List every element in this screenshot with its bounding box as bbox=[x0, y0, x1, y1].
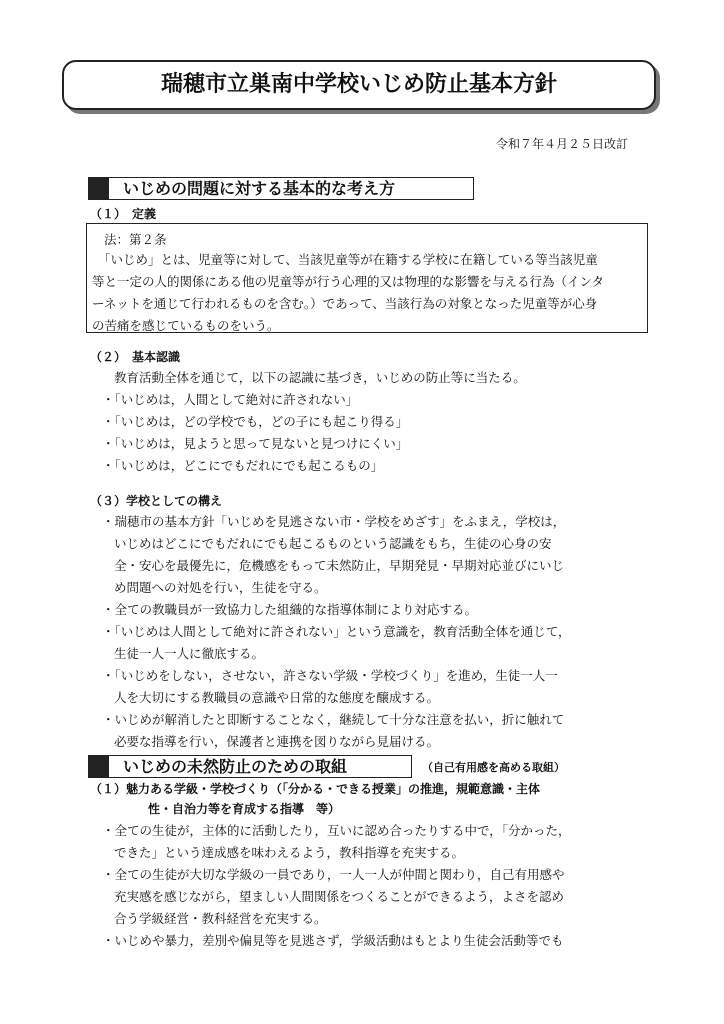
recognition-item: ・「いじめは，見ようと思って見ないと見つけにくい」 bbox=[102, 436, 409, 451]
prevention-line: 合う学級経営・教科経営を充実する。 bbox=[114, 911, 327, 926]
definition-line: ーネットを通じて行われるものを含む。）であって、当該行為の対象となった児童等が心身 bbox=[92, 296, 598, 311]
subheading-definition: （１） 定義 bbox=[90, 207, 157, 221]
subheading-basic-recognition: （２） 基本認識 bbox=[90, 350, 181, 364]
law-reference: 法：第２条 bbox=[104, 232, 167, 247]
section-heading-prevention bbox=[88, 755, 412, 778]
stance-line: 必要な指導を行い，保護者と連携を図りながら見届ける。 bbox=[114, 734, 440, 749]
stance-line: いじめはどこにでもだれにでも起こるものという認識をもち，生徒の心身の安 bbox=[114, 536, 552, 551]
heading-marker-square bbox=[89, 756, 109, 777]
subheading-school-stance: （３）学校としての構え bbox=[90, 494, 223, 508]
definition-line: の苦痛を感じているものをいう。 bbox=[92, 318, 280, 333]
stance-line: 全・安心を最優先に，危機感をもって未然防止，早期発見・早期対応並びにいじ bbox=[114, 558, 565, 573]
prevention-line: ・全ての生徒が，主体的に活動したり，互いに認め合ったりする中で，「分かった， bbox=[102, 823, 571, 838]
page-title: 瑞穂市立巣南中学校いじめ防止基本方針 bbox=[160, 72, 557, 97]
definition-line: 等と一定の人的関係にある他の児童等が行う心理的又は物理的な影響を与える行為（インタ bbox=[92, 274, 605, 289]
recognition-item: ・「いじめは，人間として絶対に許されない」 bbox=[102, 392, 359, 407]
stance-line: 人を大切にする教職員の意識や日常的な態度を醸成する。 bbox=[114, 690, 440, 705]
prevention-line: ・いじめや暴力，差別や偏見等を見逃さず，学級活動はもとより生徒会活動等でも bbox=[102, 933, 564, 948]
stance-line: ・「いじめは人間として絶対に許されない」という意識を，教育活動全体を通じて， bbox=[102, 624, 571, 639]
stance-line: ・全ての教職員が一致協力した組織的な指導体制により対応する。 bbox=[102, 602, 478, 617]
section-heading-label: いじめの未然防止のための取組 bbox=[123, 757, 348, 776]
section-heading-note: （自己有用感を高める取組） bbox=[422, 761, 565, 774]
subheading-attractive-school: （１）魅力ある学級・学校づくり（「分かる・できる授業」の推進，規範意識・主体 bbox=[90, 782, 541, 796]
stance-line: め問題への対処を行い，生徒を守る。 bbox=[114, 580, 327, 595]
stance-line: ・「いじめをしない，させない，許さない学級・学校づくり」を進め，生徒一人一 bbox=[102, 668, 558, 683]
stance-line: ・瑞穂市の基本方針「いじめを見逃さない市・学校をめざす」をふまえ，学校は， bbox=[102, 514, 566, 529]
section-heading-basic-concept bbox=[88, 177, 474, 200]
subheading-attractive-school-cont: 性・自治力等を育成する指導 等） bbox=[148, 802, 341, 816]
section-heading-label: いじめの問題に対する基本的な考え方 bbox=[123, 179, 396, 198]
prevention-line: 充実感を感じながら，望ましい人間関係をつくることができるよう，よさを認め bbox=[114, 889, 565, 904]
heading-marker-square bbox=[89, 178, 109, 199]
stance-line: 生徒一人一人に徹底する。 bbox=[114, 646, 265, 661]
prevention-line: できた」という達成感を味わえるよう，教科指導を充実する。 bbox=[114, 845, 465, 860]
recognition-item: ・「いじめは，どこにでもだれにでも起こるもの」 bbox=[102, 458, 384, 473]
recognition-intro: 教育活動全体を通じて，以下の認識に基づき，いじめの防止等に当たる。 bbox=[114, 370, 526, 385]
stance-line: ・いじめが解消したと即断することなく，継続して十分な注意を払い，折に触れて bbox=[102, 712, 565, 727]
revision-date: 令和７年４月２５日改訂 bbox=[495, 137, 628, 151]
recognition-item: ・「いじめは，どの学校でも，どの子にも起こり得る」 bbox=[102, 414, 409, 429]
definition-line: 「いじめ」とは、児童等に対して、当該児童等が在籍する学校に在籍している等当該児童 bbox=[98, 252, 598, 267]
prevention-line: ・全ての生徒が大切な学級の一員であり，一人一人が仲間と関わり，自己有用感や bbox=[102, 867, 565, 882]
